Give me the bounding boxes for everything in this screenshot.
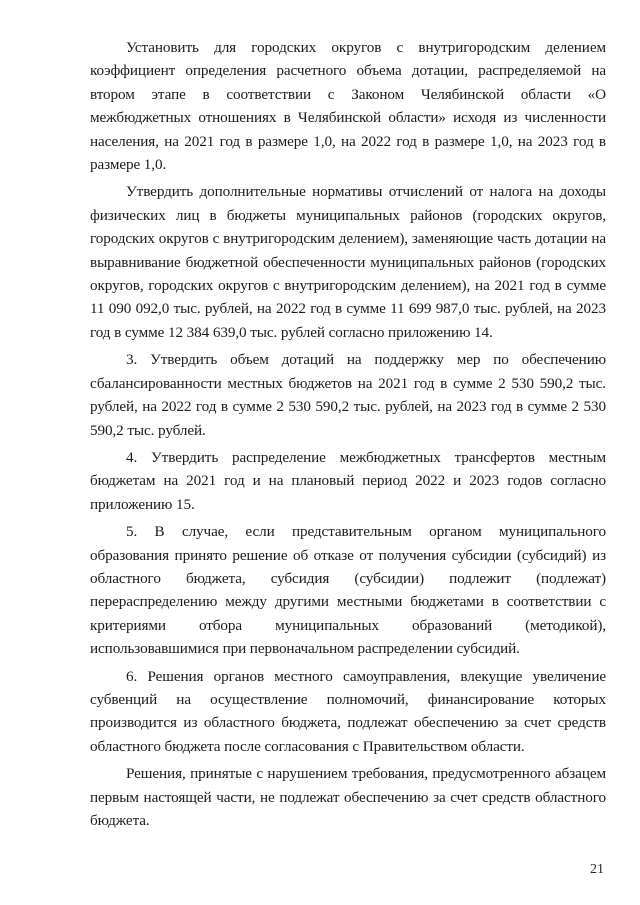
paragraph-decisions: Решения, принятые с нарушением требования, предусмотренного абзацем первым настоящей части, не подлежат обеспечению за счет средств областного бюджета. xyxy=(90,765,606,829)
paragraph-item-3: 3. Утвердить объем дотаций на поддержку мер по обеспечению сбалансированности местных бюджетов на 2021 год в сумме 2 530 590,2 тыс. рублей, на 2022 год в сумме 2 530 590,2 тыс. рублей, на 2023 год в сумме 2 530 590,2 тыс. рублей. xyxy=(90,351,606,439)
paragraph-item-4: 4. Утвердить распределение межбюджетных трансфертов местным бюджетам на 2021 год и на плановый период 2022 и 2023 годов согласно приложению 15. xyxy=(90,448,606,513)
paragraph-coefficient: Установить для городских округов с внутригородским делением коэффициент определения расчетного объема дотации, распределяемой на втором этапе в соответствии с Законом Челябинской области «О межбюджетных отношениях в Челябинской области» исходя из численности населения, на 2021 год в размере 1,0, на 2022 год в размере 1,0, на 2023 год в размере 1,0. xyxy=(90,39,606,174)
paragraph-ndfl-norms: Утвердить дополнительные нормативы отчислений от налога на доходы физических лиц в бюджеты муниципальных районов (городских округов, городских округов с внутригородским делением), заменяющие часть дотации на выравнивание бюджетной обеспеченности муниципальных районов (городских округов, городских округов с внутригородским делением), на 2021 год в сумме 11 090 092,0 тыс. рублей, на 2022 год в сумме 11 699 987,0 тыс. рублей, на 2023 год в сумме 12 384 639,0 тыс. рублей согласно приложению 14. xyxy=(90,183,606,341)
paragraph-item-6: 6. Решения органов местного самоуправления, влекущие увеличение субвенций на осуществление полномочий, финансирование которых производится из областного бюджета, подлежат обеспечению за счет средств областного бюджета после согласования с Правительством области. xyxy=(90,667,606,755)
document-page xyxy=(90,36,606,840)
page-number: 21 xyxy=(590,862,604,877)
paragraph-item-5: 5. В случае, если представительным органом муниципального образования принято решение об отказе от получения субсидии (субсидий) из областного бюджета, субсидия (субсидии) подлежит (подлежат) перераспределению между другими местными бюджетами в соответствии с критериями отбора муниципальных образований (методикой), использовавшимися при первоначальном распределении субсидий. xyxy=(90,523,606,658)
